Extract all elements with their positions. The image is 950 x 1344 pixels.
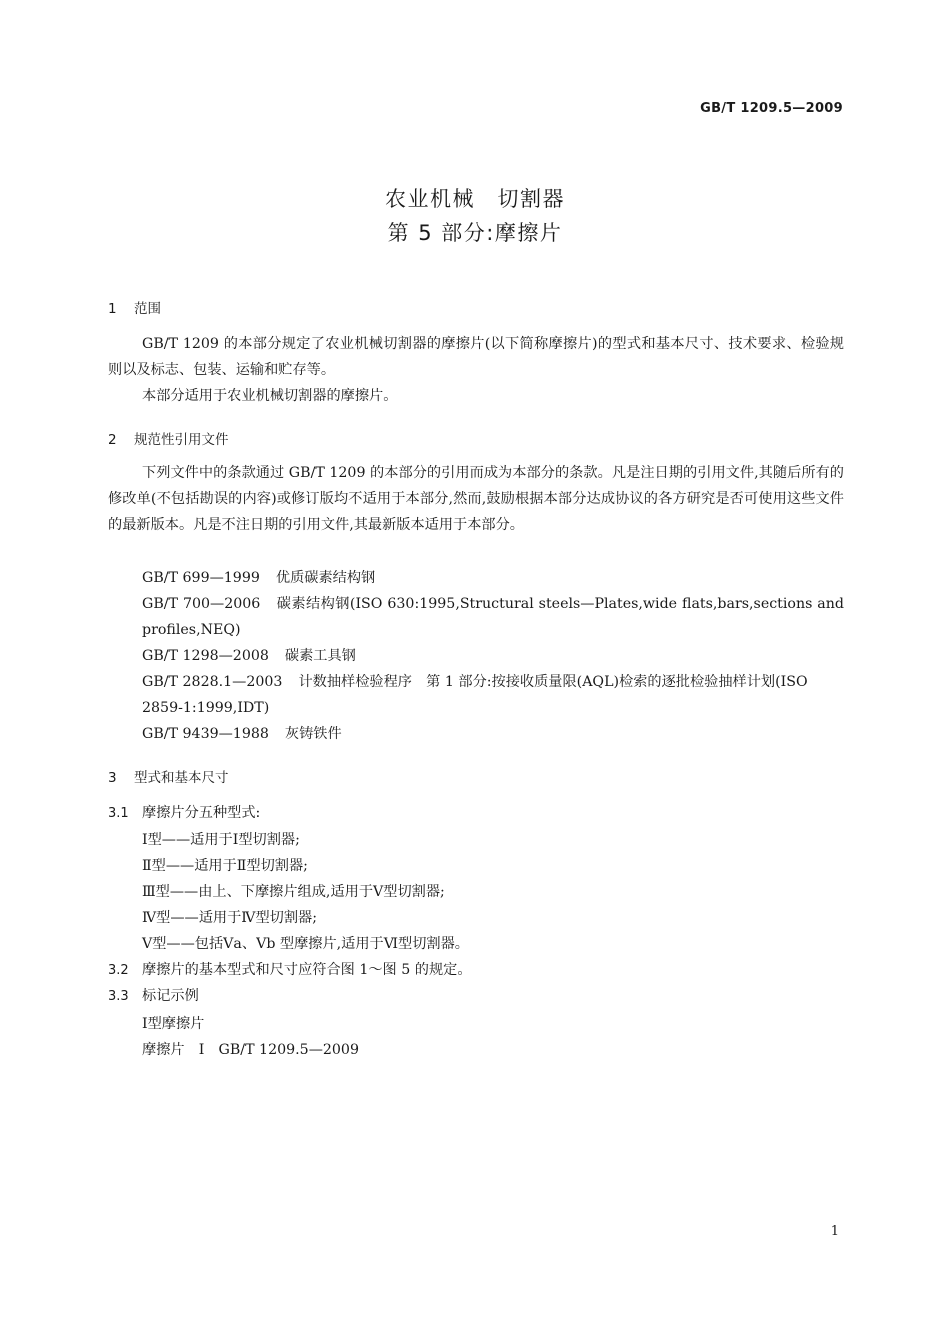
section-number: 1 — [108, 301, 117, 317]
paragraph: 下列文件中的条款通过 GB/T 1209 的本部分的引用而成为本部分的条款。凡是注日期的引用文件,其随后所有的修改单(不包括勘误的内容)或修订版均不适用于本部分,然而,鼓励根据本部分达成协议的各方研究是否可使用这些文件的最新版本。凡是不注日期的引用文件,其最新版本适用于本部分。 — [108, 465, 844, 533]
page-subtitle: 第 5 部分:摩擦片 — [387, 221, 563, 245]
clause-text: 摩擦片的基本型式和尺寸应符合图 1～图 5 的规定。 — [142, 962, 472, 978]
clause-3-2 — [108, 957, 472, 984]
reference-code: GB/T 1298—2008 — [142, 648, 269, 664]
paragraph: GB/T 1209 的本部分规定了农业机械切割器的摩擦片(以下简称摩擦片)的型式和基本尺寸、技术要求、检验规则以及标志、包装、运输和贮存等。 — [108, 336, 844, 378]
reference-item — [108, 565, 844, 591]
reference-code: GB/T 700—2006 — [142, 596, 261, 612]
type-item: Ⅰ型——适用于Ⅰ型切割器; — [142, 832, 300, 848]
section-2-body — [108, 460, 844, 538]
type-item: Ⅱ型——适用于Ⅱ型切割器; — [142, 858, 308, 874]
section-2-heading — [108, 428, 229, 448]
clause-text: 摩擦片分五种型式: — [142, 805, 261, 821]
clause-text: 标记示例 — [142, 988, 199, 1004]
reference-code: GB/T 9439—1988 — [142, 726, 269, 742]
reference-code: GB/T 2828.1—2003 — [142, 674, 283, 690]
reference-title: 碳素工具钢 — [284, 648, 356, 664]
clause-number: 3.1 — [108, 806, 129, 821]
reference-item — [108, 591, 844, 643]
reference-title: 碳素结构钢(ISO 630:1995,Structural steels—Plates,wide flats,bars,sections and profiles,NEQ) — [142, 596, 844, 638]
reference-title: 灰铸铁件 — [284, 726, 342, 742]
example-mark: 摩擦片 Ⅰ GB/T 1209.5—2009 — [142, 1042, 359, 1058]
standard-code: GB/T 1209.5—2009 — [700, 101, 843, 116]
reference-item — [108, 643, 844, 669]
section-3-heading — [108, 766, 229, 786]
section-title: 型式和基本尺寸 — [134, 770, 229, 786]
section-1-body — [108, 331, 844, 409]
page-title: 农业机械 切割器 — [385, 187, 565, 211]
reference-code: GB/T 699—1999 — [142, 570, 260, 586]
clause-number: 3.2 — [108, 963, 129, 978]
reference-item — [108, 721, 844, 747]
reference-title: 计数抽样检验程序 第 1 部分:按接收质量限(AQL)检索的逐批检验抽样计划(ISO 2859-1:1999,IDT) — [142, 674, 808, 716]
reference-title: 优质碳素结构钢 — [275, 570, 376, 586]
clause-3-1 — [108, 800, 260, 827]
type-item: Ⅲ型——由上、下摩擦片组成,适用于Ⅴ型切割器; — [142, 884, 445, 900]
paragraph: 本部分适用于农业机械切割器的摩擦片。 — [142, 388, 398, 404]
page-number: 1 — [830, 1224, 839, 1239]
section-1-heading — [108, 297, 161, 317]
type-item: Ⅳ型——适用于Ⅳ型切割器; — [142, 910, 318, 926]
section-title: 规范性引用文件 — [134, 432, 229, 448]
section-number: 3 — [108, 770, 117, 786]
clause-number: 3.3 — [108, 989, 129, 1004]
example-label: Ⅰ型摩擦片 — [142, 1016, 205, 1032]
section-number: 2 — [108, 432, 117, 448]
clause-3-3 — [108, 983, 199, 1010]
type-item: Ⅴ型——包括Ⅴa、Ⅴb 型摩擦片,适用于Ⅵ型切割器。 — [142, 936, 469, 952]
reference-item — [108, 669, 844, 721]
section-title: 范围 — [134, 301, 161, 317]
